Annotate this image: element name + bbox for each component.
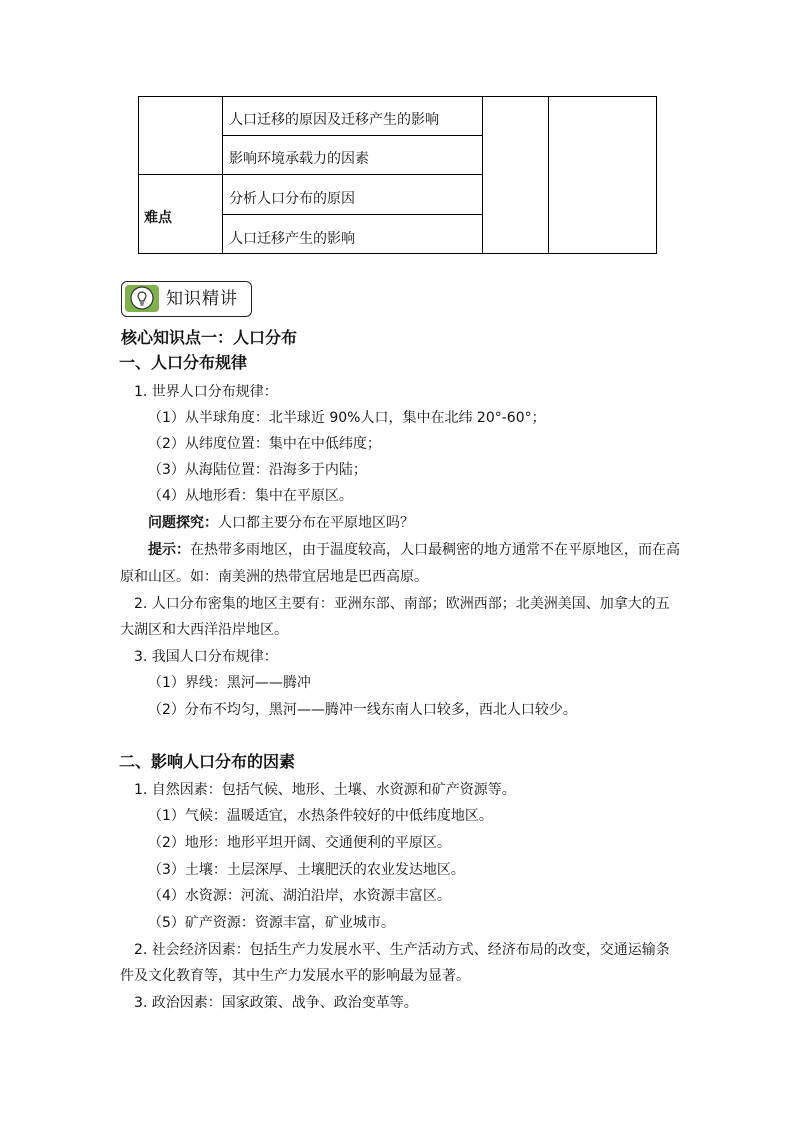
paragraph: 3. 我国人口分布规律： — [134, 649, 278, 665]
paragraph: 3. 政治因素：国家政策、战争、政治变革等。 — [134, 995, 418, 1011]
list-item: （3）从海陆位置：沿海多于内陆； — [148, 462, 367, 478]
paragraph: 大湖区和大西洋沿岸地区。 — [120, 622, 288, 638]
list-item: （2）从纬度位置：集中在中低纬度； — [148, 436, 381, 452]
paragraph: 原和山区。如：南美洲的热带宜居地是巴西高原。 — [120, 569, 428, 585]
paragraph: 1. 自然因素：包括气候、地形、土壤、水资源和矿产资源等。 — [134, 782, 516, 798]
list-item: （5）矿产资源：资源丰富，矿业城市。 — [148, 915, 395, 931]
list-item: （1）气候：温暖适宜，水热条件较好的中低纬度地区。 — [148, 808, 493, 824]
list-item: （4）从地形看：集中在平原区。 — [148, 488, 353, 504]
tip-line — [148, 541, 680, 559]
list-item: （4）水资源：河流、湖泊沿岸，水资源丰富区。 — [148, 888, 451, 904]
paragraph: 件及文化教育等，其中生产力发展水平的影响最为显著。 — [120, 968, 470, 984]
table-row-label: 难点 — [144, 210, 172, 226]
table-cell: 分析人口分布的原因 — [229, 191, 355, 207]
question-line — [148, 514, 414, 532]
section-title: 一、人口分布规律 — [119, 353, 248, 372]
tip-label: 提示： — [148, 542, 190, 558]
table-cell: 影响环境承载力的因素 — [229, 151, 369, 167]
lightbulb-icon — [125, 285, 159, 312]
list-item: （1）界线：黑河——腾冲 — [148, 675, 311, 691]
list-item: （2）分布不均匀，黑河——腾冲一线东南人口较多，西北人口较少。 — [148, 702, 577, 718]
list-item: （3）土壤：土层深厚、土壤肥沃的农业发达地区。 — [148, 862, 465, 878]
paragraph: 2. 人口分布密集的地区主要有：亚洲东部、南部；欧洲西部；北美洲美国、加拿大的五 — [134, 596, 670, 612]
objectives-table — [138, 96, 657, 254]
paragraph: 1. 世界人口分布规律： — [134, 384, 278, 400]
question-label: 问题探究： — [148, 515, 218, 531]
badge-label: 知识精讲 — [166, 289, 238, 309]
question-text: 人口都主要分布在平原地区吗？ — [218, 515, 414, 531]
section-title: 二、影响人口分布的因素 — [119, 752, 296, 771]
list-item: （2）地形：地形平坦开阔、交通便利的平原区。 — [148, 835, 451, 851]
tip-text: 在热带多雨地区，由于温度较高，人口最稠密的地方通常不在平原地区，而在高 — [190, 542, 680, 558]
list-item: （1）从半球角度：北半球近 90%人口，集中在北纬 20°-60°； — [148, 410, 546, 426]
paragraph: 2. 社会经济因素：包括生产力发展水平、生产活动方式、经济布局的改变，交通运输条 — [134, 942, 670, 958]
section-badge — [121, 281, 252, 317]
table-cell: 人口迁移的原因及迁移产生的影响 — [229, 112, 439, 128]
core-title: 核心知识点一：人口分布 — [121, 328, 298, 347]
table-cell: 人口迁移产生的影响 — [229, 231, 355, 247]
